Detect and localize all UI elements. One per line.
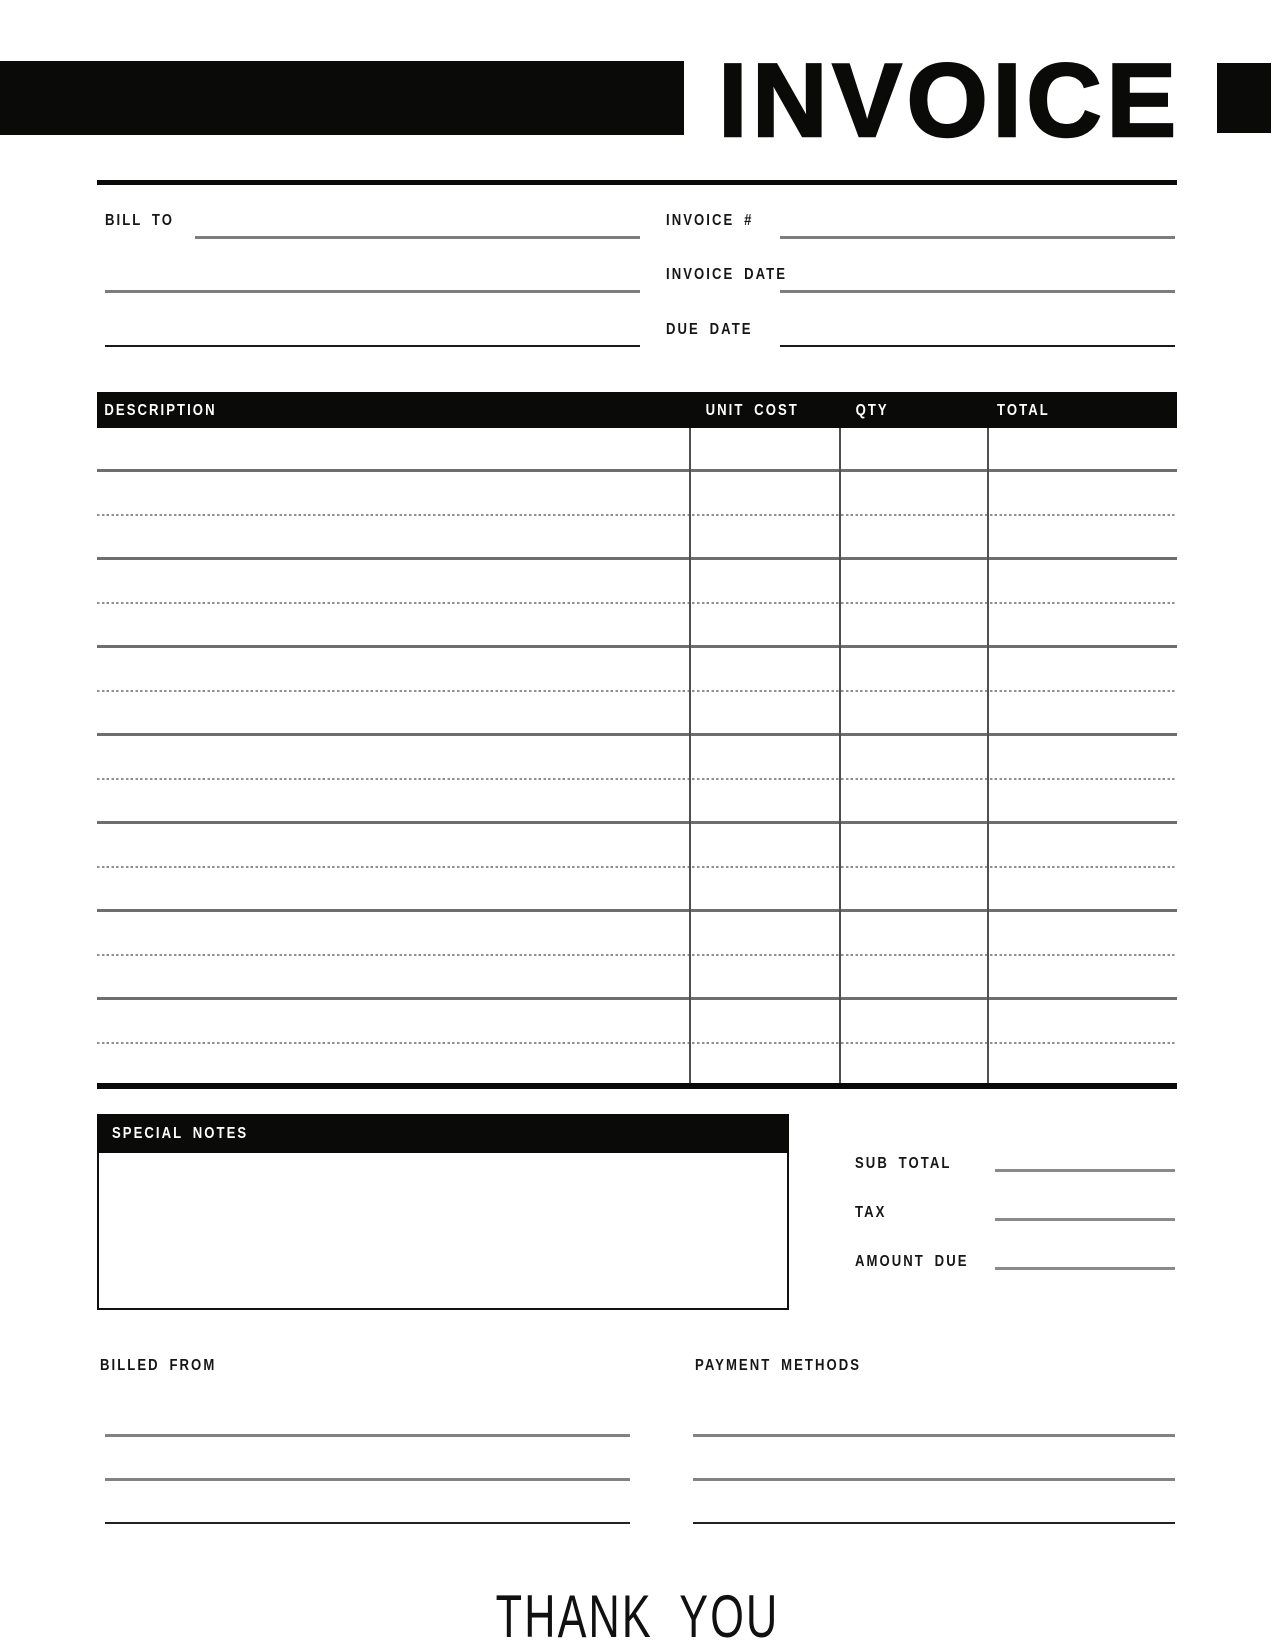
table-row xyxy=(97,868,1177,912)
table-row xyxy=(97,780,1177,824)
table-cell[interactable] xyxy=(97,912,690,956)
payment-methods-label: PAYMENT METHODS xyxy=(695,1357,862,1374)
table-cell[interactable] xyxy=(988,736,1177,780)
table-cell[interactable] xyxy=(97,648,690,692)
table-cell[interactable] xyxy=(840,780,988,821)
table-row xyxy=(97,956,1177,1000)
billed-from-line-3[interactable] xyxy=(105,1522,630,1524)
table-cell[interactable] xyxy=(988,780,1177,821)
table-cell[interactable] xyxy=(97,604,690,645)
column-separator-1 xyxy=(689,428,691,1083)
payment-methods-line-1[interactable] xyxy=(693,1434,1175,1437)
table-cell[interactable] xyxy=(988,692,1177,733)
table-row xyxy=(97,560,1177,604)
thank-you-text: THANK YOU xyxy=(495,1583,780,1650)
table-cell[interactable] xyxy=(690,956,840,997)
invoice-number-label: INVOICE # xyxy=(666,212,754,229)
amount-due-line[interactable] xyxy=(995,1267,1175,1270)
table-cell[interactable] xyxy=(840,472,988,516)
tax-line[interactable] xyxy=(995,1218,1175,1221)
table-cell[interactable] xyxy=(840,604,988,645)
table-cell[interactable] xyxy=(690,780,840,821)
table-row xyxy=(97,912,1177,956)
invoice-number-line[interactable] xyxy=(780,236,1175,239)
table-cell[interactable] xyxy=(97,560,690,604)
table-cell[interactable] xyxy=(840,1000,988,1044)
invoice-date-line[interactable] xyxy=(780,290,1175,293)
sub-total-label: SUB TOTAL xyxy=(855,1155,952,1172)
column-header-unit-cost: UNIT COST xyxy=(705,402,799,419)
table-cell[interactable] xyxy=(840,824,988,868)
table-cell[interactable] xyxy=(840,428,988,469)
table-body xyxy=(97,428,1177,1044)
table-cell[interactable] xyxy=(988,472,1177,516)
column-separator-3 xyxy=(987,428,989,1083)
table-cell[interactable] xyxy=(690,824,840,868)
table-cell[interactable] xyxy=(97,516,690,557)
payment-methods-line-3[interactable] xyxy=(693,1522,1175,1524)
due-date-label: DUE DATE xyxy=(666,321,753,338)
column-header-description: DESCRIPTION xyxy=(104,402,217,419)
table-cell[interactable] xyxy=(97,868,690,909)
page-title: INVOICE xyxy=(718,43,1181,159)
table-row xyxy=(97,648,1177,692)
table-cell[interactable] xyxy=(988,560,1177,604)
sub-total-line[interactable] xyxy=(995,1169,1175,1172)
table-header-row xyxy=(97,392,1177,428)
special-notes-input-area[interactable] xyxy=(99,1153,787,1308)
table-cell[interactable] xyxy=(988,648,1177,692)
tax-label: TAX xyxy=(855,1204,887,1221)
column-header-qty: QTY xyxy=(855,402,889,419)
table-cell[interactable] xyxy=(840,516,988,557)
table-cell[interactable] xyxy=(690,560,840,604)
table-cell[interactable] xyxy=(988,868,1177,909)
bill-to-line-3[interactable] xyxy=(105,345,640,347)
table-cell[interactable] xyxy=(690,692,840,733)
table-row xyxy=(97,824,1177,868)
table-cell[interactable] xyxy=(690,736,840,780)
due-date-line[interactable] xyxy=(780,345,1175,347)
special-notes-box xyxy=(97,1114,789,1310)
table-cell[interactable] xyxy=(988,1000,1177,1044)
table-cell[interactable] xyxy=(988,516,1177,557)
table-cell[interactable] xyxy=(97,428,690,469)
table-cell[interactable] xyxy=(988,428,1177,469)
table-cell[interactable] xyxy=(97,780,690,821)
table-cell[interactable] xyxy=(840,956,988,997)
table-cell[interactable] xyxy=(988,912,1177,956)
table-cell[interactable] xyxy=(988,604,1177,645)
table-row xyxy=(97,516,1177,560)
bill-to-line-2[interactable] xyxy=(105,290,640,293)
column-header-total: TOTAL xyxy=(997,402,1050,419)
table-cell[interactable] xyxy=(840,912,988,956)
table-row xyxy=(97,428,1177,472)
table-cell[interactable] xyxy=(97,472,690,516)
invoice-date-label: INVOICE DATE xyxy=(666,266,788,283)
billed-from-line-2[interactable] xyxy=(105,1478,630,1481)
table-cell[interactable] xyxy=(690,1000,840,1044)
special-notes-label: SPECIAL NOTES xyxy=(112,1125,249,1142)
billed-from-label: BILLED FROM xyxy=(100,1357,217,1374)
table-row xyxy=(97,1000,1177,1044)
table-cell[interactable] xyxy=(690,428,840,469)
table-row xyxy=(97,692,1177,736)
table-cell[interactable] xyxy=(97,1000,690,1044)
special-notes-header-bar xyxy=(97,1114,789,1153)
table-cell[interactable] xyxy=(840,560,988,604)
table-cell[interactable] xyxy=(97,692,690,733)
table-row xyxy=(97,604,1177,648)
table-cell[interactable] xyxy=(840,692,988,733)
table-cell[interactable] xyxy=(690,472,840,516)
payment-methods-line-2[interactable] xyxy=(693,1478,1175,1481)
table-cell[interactable] xyxy=(690,516,840,557)
table-cell[interactable] xyxy=(840,736,988,780)
table-cell[interactable] xyxy=(97,736,690,780)
table-row xyxy=(97,736,1177,780)
table-row xyxy=(97,472,1177,516)
header-black-square xyxy=(1217,63,1271,133)
table-cell[interactable] xyxy=(988,824,1177,868)
line-items-table xyxy=(97,392,1177,1089)
bill-to-line-1[interactable] xyxy=(195,236,640,239)
top-rule xyxy=(97,180,1177,185)
amount-due-label: AMOUNT DUE xyxy=(855,1253,969,1270)
table-cell[interactable] xyxy=(840,868,988,909)
table-cell[interactable] xyxy=(840,648,988,692)
table-cell[interactable] xyxy=(690,868,840,909)
column-separator-2 xyxy=(839,428,841,1083)
table-cell[interactable] xyxy=(690,604,840,645)
table-cell[interactable] xyxy=(97,956,690,997)
bill-to-label: BILL TO xyxy=(105,212,174,229)
table-cell[interactable] xyxy=(690,648,840,692)
billed-from-line-1[interactable] xyxy=(105,1434,630,1437)
table-cell[interactable] xyxy=(97,824,690,868)
table-cell[interactable] xyxy=(988,956,1177,997)
table-cell[interactable] xyxy=(690,912,840,956)
